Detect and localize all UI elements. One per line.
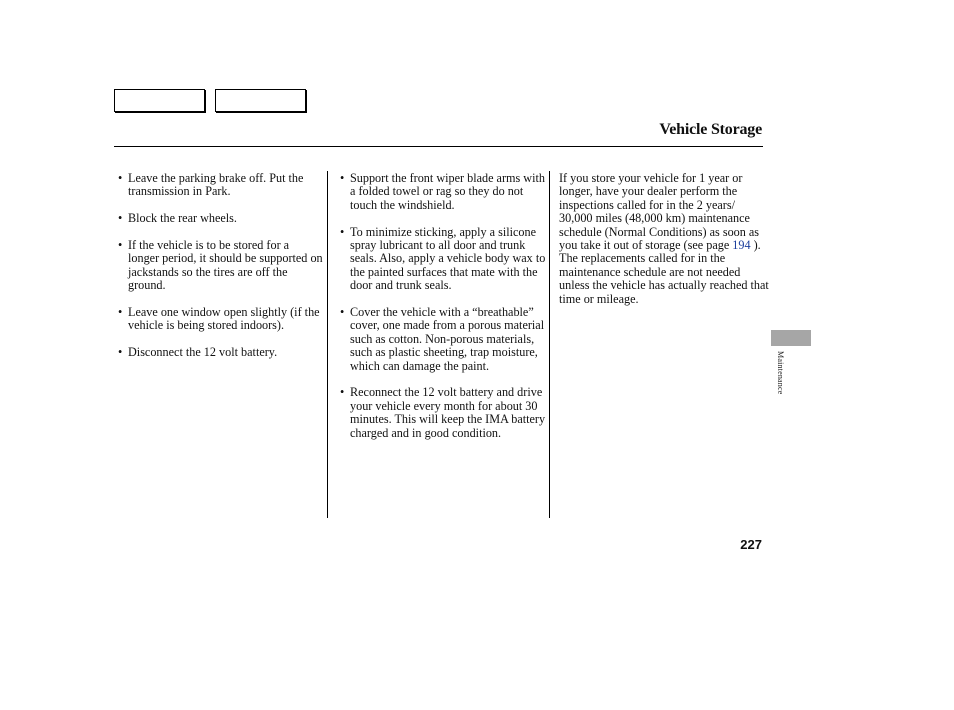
bullet-item: • Cover the vehicle with a “breathable” cover, one made from a porous material such as cotton. Non-porous materials, such as plastic sheeting, trap moisture, which can damage the paint. bbox=[340, 306, 546, 373]
section-label: Maintenance bbox=[776, 351, 785, 395]
page-title: Vehicle Storage bbox=[659, 121, 762, 138]
title-rule bbox=[114, 146, 763, 147]
bullet-item: • Leave the parking brake off. Put the transmission in Park. bbox=[118, 172, 323, 199]
page-number: 227 bbox=[740, 537, 762, 552]
page-reference-link[interactable]: 194 bbox=[732, 238, 751, 253]
storage-paragraph bbox=[559, 172, 769, 306]
section-tab bbox=[771, 330, 811, 346]
bullet-item: • Disconnect the 12 volt battery. bbox=[118, 346, 323, 359]
paragraph-text-before: If you store your vehicle for 1 year or longer, have your dealer perform the inspections called for in the 2 years/ 30,000 miles (48,000 km) maintenance schedule (Normal Conditions) as soon as you take it out of storage (see page bbox=[559, 171, 760, 253]
paragraph-text-after: ). The replacements called for in the maintenance schedule are not needed unless the vehicle has actually reached that time or mileage. bbox=[559, 238, 769, 306]
column-3 bbox=[559, 172, 769, 306]
bullet-item: • To minimize sticking, apply a silicone spray lubricant to all door and trunk seals. Also, apply a vehicle body wax to the painted surfaces that mate with the door and trunk seals. bbox=[340, 226, 546, 293]
column-1 bbox=[118, 172, 323, 373]
nav-button-2[interactable] bbox=[215, 89, 306, 112]
bullet-item: • Block the rear wheels. bbox=[118, 212, 323, 225]
bullet-item: • Support the front wiper blade arms with a folded towel or rag so they do not touch the windshield. bbox=[340, 172, 546, 212]
bullet-item: • Reconnect the 12 volt battery and drive your vehicle every month for about 30 minutes. This will keep the IMA battery charged and in good condition. bbox=[340, 386, 546, 440]
column-2 bbox=[340, 172, 546, 453]
column-divider-1 bbox=[327, 171, 328, 518]
nav-button-1[interactable] bbox=[114, 89, 205, 112]
column-divider-2 bbox=[549, 171, 550, 518]
bullet-item: • Leave one window open slightly (if the vehicle is being stored indoors). bbox=[118, 306, 323, 333]
bullet-item: • If the vehicle is to be stored for a longer period, it should be supported on jackstands so the tires are off the ground. bbox=[118, 239, 323, 293]
